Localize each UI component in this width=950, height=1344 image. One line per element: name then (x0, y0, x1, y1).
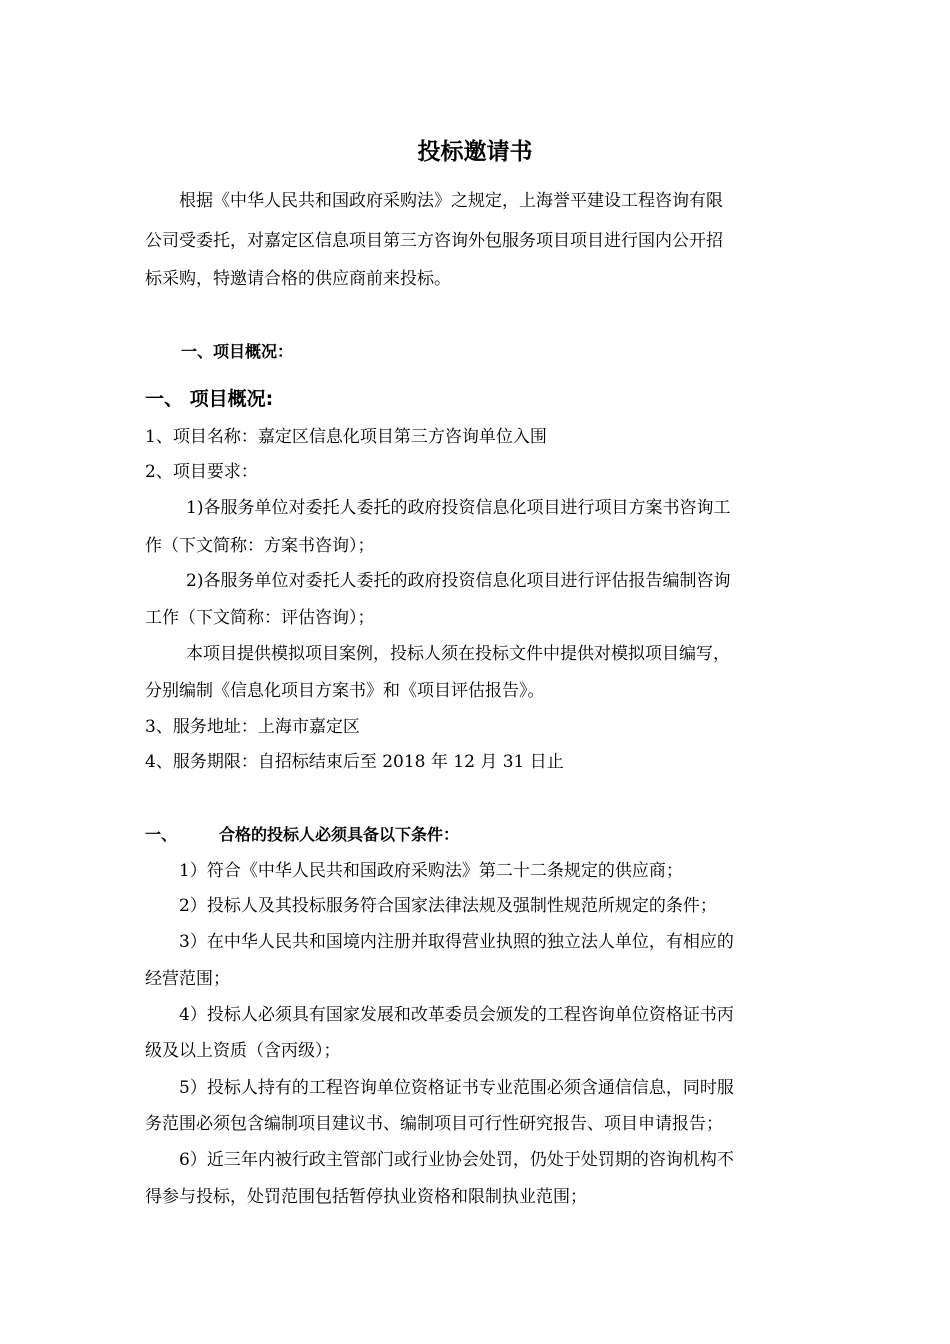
section2-line-6: 级及以上资质（含丙级）； (145, 1041, 341, 1061)
document-title: 投标邀请书 (417, 139, 533, 165)
section1-line-9: 3、服务地址：上海市嘉定区 (145, 717, 360, 737)
intro-line-3: 标采购，特邀请合格的供应商前来投标。 (145, 269, 451, 289)
section2-heading-number: 一、 (145, 825, 178, 844)
section1-line-10: 4、服务期限：自招标结束后至 2018 年 12 月 31 日止 (145, 752, 564, 772)
section2-line-1: 1）符合《中华人民共和国政府采购法》第二十二条规定的供应商； (179, 861, 683, 881)
section1-line-8: 分别编制《信息化项目方案书》和《项目评估报告》。 (145, 681, 545, 701)
section2-line-5: 4）投标人必须具有国家发展和改革委员会颁发的工程咨询单位资格证书丙 (179, 1005, 734, 1025)
intro-line-1: 根据《中华人民共和国政府采购法》之规定，上海誉平建设工程咨询有限 (179, 191, 723, 211)
section2-heading (145, 822, 810, 848)
section1-line-5: 2)各服务单位对委托人委托的政府投资信息化项目进行评估报告编制咨询 (186, 571, 731, 591)
section1-line-3: 1)各服务单位对委托人委托的政府投资信息化项目进行项目方案书咨询工 (186, 498, 731, 518)
section2-line-10: 得参与投标，处罚范围包括暂停执业资格和限制执业范围； (145, 1187, 587, 1207)
section2-line-9: 6）近三年内被行政主管部门或行业协会处罚，仍处于处罚期的咨询机构不 (179, 1150, 734, 1170)
section2-line-7: 5）投标人持有的工程咨询单位资格证书专业范围必须含通信信息，同时服 (179, 1078, 734, 1098)
section1-line-6: 工作（下文简称：评估咨询）； (145, 608, 375, 628)
section2-line-2: 2）投标人及其投标服务符合国家法律法规及强制性规范所规定的条件； (179, 896, 717, 916)
section1-line-2: 2、项目要求： (145, 462, 258, 482)
intro-line-2: 公司受委托，对嘉定区信息项目第三方咨询外包服务项目项目进行国内公开招 (145, 231, 723, 251)
section1-heading-large: 一、 项目概况: (145, 388, 274, 410)
section1-line-1: 1、项目名称：嘉定区信息化项目第三方咨询单位入围 (145, 427, 547, 447)
section2-line-8: 务范围必须包含编制项目建议书、编制项目可行性研究报告、项目申请报告； (145, 1114, 723, 1134)
section1-line-7: 本项目提供模拟项目案例，投标人须在投标文件中提供对模拟项目编写， (186, 644, 730, 664)
section1-line-4: 作（下文简称：方案书咨询）； (145, 536, 375, 556)
section2-line-3: 3）在中华人民共和国境内注册并取得营业执照的独立法人单位，有相应的 (179, 932, 734, 952)
section2-line-4: 经营范围； (145, 969, 230, 989)
section2-heading-text: 合格的投标人必须具备以下条件： (219, 825, 460, 844)
section1-heading-small: 一、项目概况： (181, 342, 294, 361)
